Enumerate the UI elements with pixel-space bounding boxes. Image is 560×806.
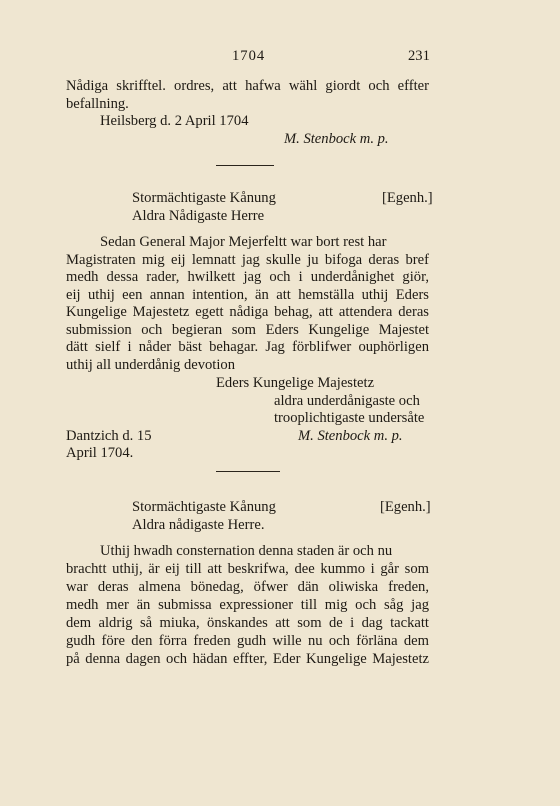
letter2-body-line: Kungelige Majestetz egett nådiga behag, att attendera deras [66, 304, 429, 320]
letter3-body-line: på denna dagen och hädan effter, Eder Kungelige Majestetz [66, 651, 429, 667]
letter2-body-line: submission och begieran som Eders Kungelige Majestet [66, 322, 429, 338]
letter2-body-line: eij uthij een annan intention, än att hemställa uthij Eders [66, 287, 429, 303]
letter3-salutation-2: Aldra nådigaste Herre. [132, 517, 265, 533]
section-divider [216, 165, 274, 166]
letter3-body-line: dem aldrig så miuka, önskandes att som de i dag tackatt [66, 615, 429, 631]
letter3-body-line: medh mer än submissa expressioner till mig och såg jag [66, 597, 429, 613]
letter2-signature: M. Stenbock m. p. [298, 428, 403, 444]
letter3-body-line: Uthij hwadh consternation denna staden är och nu [100, 543, 393, 559]
letter2-salutation-2: Aldra Nådigaste Herre [132, 208, 265, 224]
letter2-body-line: medh dessa rader, hwilkett jag och i underdånighet giör, [66, 269, 429, 285]
letter2-source-tag: [Egenh.] [382, 190, 433, 206]
letter3-body-line: war deras almena bönedag, öfwer dän oliwiska freden, [66, 579, 429, 595]
letter2-salutation-1: Stormächtigaste Kånung [132, 190, 276, 206]
letter3-source-tag: [Egenh.] [380, 499, 431, 515]
letter1-closing-line-1: Nådiga skrifftel. ordres, att hafwa wähl giordt och effter [66, 78, 429, 94]
letter1-place-date: Heilsberg d. 2 April 1704 [100, 113, 249, 129]
letter2-body-line: dätt sielf i nåder bäst behagar. Jag förblifwer ouphörligen [66, 339, 429, 355]
letter2-body-line: Sedan General Major Mejerfeltt war bort rest har [100, 234, 387, 250]
letter1-signature: M. Stenbock m. p. [284, 131, 389, 147]
letter3-body-line: brachtt uthij, är eij till att beskrifwa, dee kummo i går som [66, 561, 429, 577]
letter2-closing-2: aldra underdånigaste och [274, 393, 420, 409]
letter3-body-line: gudh före den förra freden gudh wille nu och förläna dem [66, 633, 429, 649]
letter2-closing-3: trooplichtigaste undersåte [274, 410, 425, 426]
section-divider [216, 471, 280, 472]
letter2-closing-1: Eders Kungelige Majestetz [216, 375, 375, 391]
letter2-place: Dantzich d. 15 [66, 428, 152, 444]
page-number: 231 [408, 48, 430, 64]
letter1-closing-line-2: befallning. [66, 96, 129, 112]
letter2-body-line: Magistraten mig eij lemnatt jag skulle ju bifoga deras bref [66, 252, 429, 268]
letter2-body-line: uthij all underdånig devotion [66, 357, 236, 373]
letter3-salutation-1: Stormächtigaste Kånung [132, 499, 276, 515]
running-head-year: 1704 [232, 48, 266, 64]
letter2-date: April 1704. [66, 445, 134, 461]
